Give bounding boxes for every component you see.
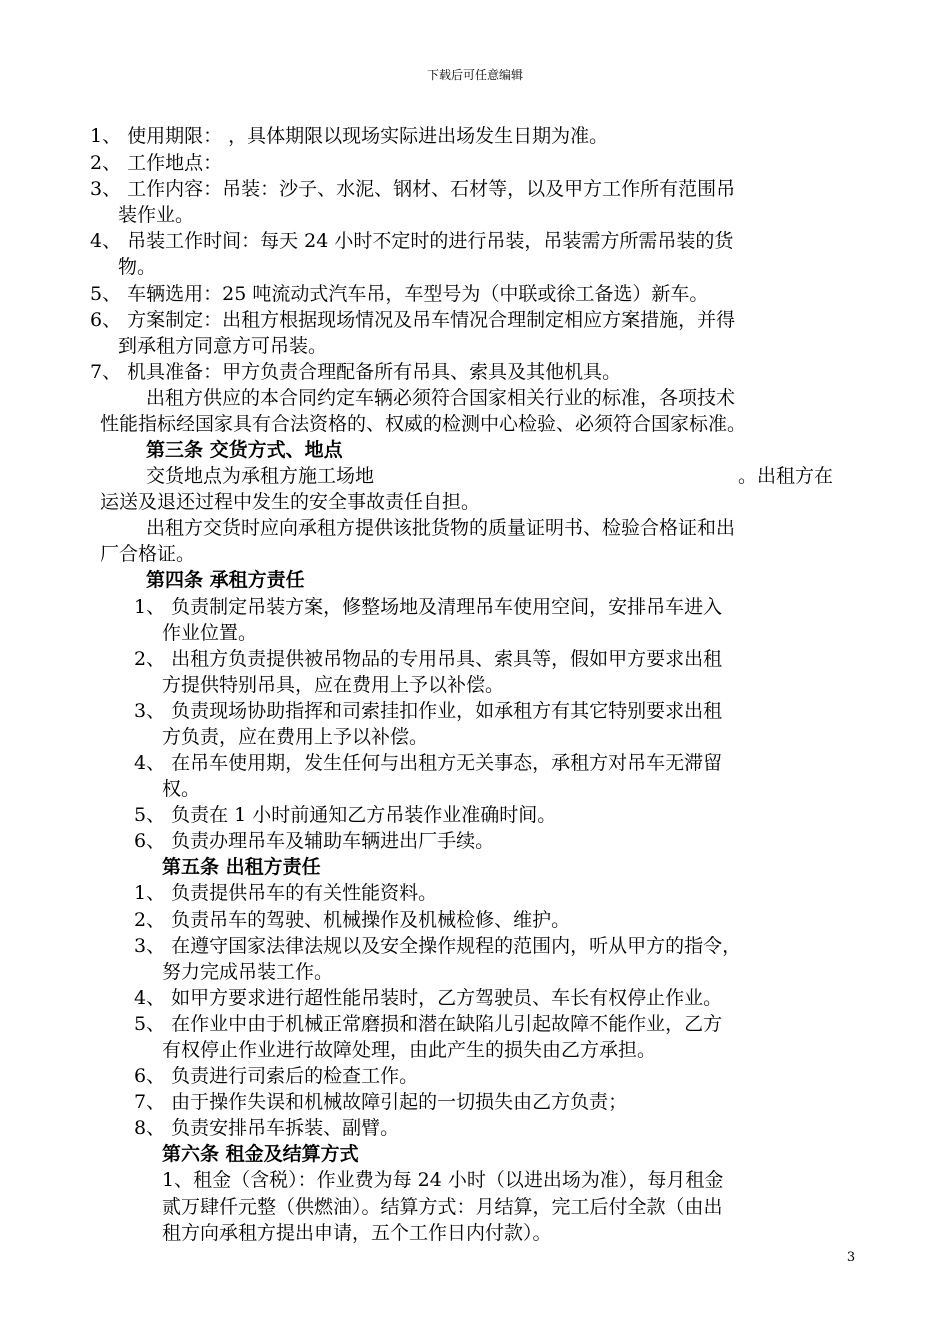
- text-line: 3、 工作内容：吊装：沙子、水泥、钢材、石材等，以及甲方工作所有范围吊: [90, 178, 736, 200]
- text-line: 1、 使用期限： ，具体期限以现场实际进出场发生日期为准。: [90, 125, 609, 147]
- text-line: 权。: [162, 778, 201, 800]
- text-line: 3、 负责现场协助指挥和司索挂扣作业，如承租方有其它特别要求出租: [134, 700, 723, 722]
- text-line: 交货地点为承租方施工场地: [146, 465, 375, 487]
- text-line: 5、 在作业中由于机械正常磨损和潜在缺陷儿引起故障不能作业，乙方: [134, 1013, 723, 1035]
- text-line: 出租方供应的本合同约定车辆必须符合国家相关行业的标准，各项技术: [146, 387, 736, 409]
- page-header: 下载后可任意编辑: [426, 68, 523, 82]
- text-line: 4、 在吊车使用期，发生任何与出租方无关事态，承租方对吊车无滞留: [134, 752, 723, 774]
- section-heading: 第五条 出租方责任: [162, 856, 321, 878]
- text-line: 作业位置。: [162, 622, 258, 644]
- section-heading: 第六条 租金及结算方式: [162, 1143, 359, 1165]
- text-line: 装作业。: [118, 204, 195, 226]
- text-line: 1、租金（含税）：作业费为每 24 小时（以进出场为准），每月租金: [162, 1169, 724, 1191]
- text-line: 。出租方在: [738, 465, 834, 487]
- text-line: 性能指标经国家具有合法资格的、权威的检测中心检验、必须符合国家标准。: [100, 413, 747, 435]
- text-line: 6、 负责进行司索后的检查工作。: [134, 1065, 419, 1087]
- text-line: 1、 负责提供吊车的有关性能资料。: [134, 882, 438, 904]
- text-line: 7、 由于操作失误和机械故障引起的一切损失由乙方负责；: [134, 1091, 628, 1113]
- text-line: 8、 负责安排吊车拆装、副臂。: [134, 1117, 400, 1139]
- text-line: 5、 负责在 1 小时前通知乙方吊装作业准确时间。: [134, 804, 557, 826]
- section-heading: 第四条 承租方责任: [146, 569, 305, 591]
- text-line: 4、 如甲方要求进行超性能吊装时，乙方驾驶员、车长有权停止作业。: [134, 987, 723, 1009]
- text-line: 2、 工作地点：: [90, 152, 223, 174]
- text-line: 方提供特别吊具，应在费用上予以补偿。: [162, 674, 505, 696]
- text-line: 租方向承租方提出申请，五个工作日内付款）。: [162, 1222, 552, 1244]
- text-line: 4、 吊装工作时间：每天 24 小时不定时的进行吊装，吊装需方所需吊装的货: [90, 230, 734, 252]
- text-line: 努力完成吊装工作。: [162, 961, 334, 983]
- text-line: 有权停止作业进行故障处理，由此产生的损失由乙方承担。: [162, 1039, 657, 1061]
- text-line: 到承租方同意方可吊装。: [118, 335, 328, 357]
- text-line: 贰万肆仟元整（供燃油）。结算方式：月结算，完工后付全款（由出: [162, 1196, 723, 1218]
- text-line: 2、 出租方负责提供被吊物品的专用吊具、索具等，假如甲方要求出租: [134, 648, 723, 670]
- text-line: 6、 方案制定：出租方根据现场情况及吊车情况合理制定相应方案措施，并得: [90, 309, 736, 331]
- text-line: 7、 机具准备：甲方负责合理配备所有吊具、索具及其他机具。: [90, 361, 622, 383]
- section-heading: 第三条 交货方式、地点: [146, 439, 343, 461]
- text-line: 运送及退还过程中发生的安全事故责任自担。: [100, 491, 481, 513]
- text-line: 厂合格证。: [100, 543, 196, 565]
- text-line: 6、 负责办理吊车及辅助车辆进出厂手续。: [134, 830, 495, 852]
- page-number: 3: [846, 1250, 856, 1265]
- text-line: 方负责，应在费用上予以补偿。: [162, 726, 429, 748]
- text-line: 出租方交货时应向承租方提供该批货物的质量证明书、检验合格证和出: [146, 517, 736, 539]
- text-line: 物。: [118, 256, 157, 278]
- text-line: 3、 在遵守国家法律法规以及安全操作规程的范围内，听从甲方的指令，: [134, 935, 742, 957]
- text-line: 2、 负责吊车的驾驶、机械操作及机械检修、维护。: [134, 909, 571, 931]
- text-line: 1、 负责制定吊装方案，修整场地及清理吊车使用空间，安排吊车进入: [134, 596, 723, 618]
- text-line: 5、 车辆选用：25 吨流动式汽车吊，车型号为（中联或徐工备选）新车。: [90, 283, 709, 305]
